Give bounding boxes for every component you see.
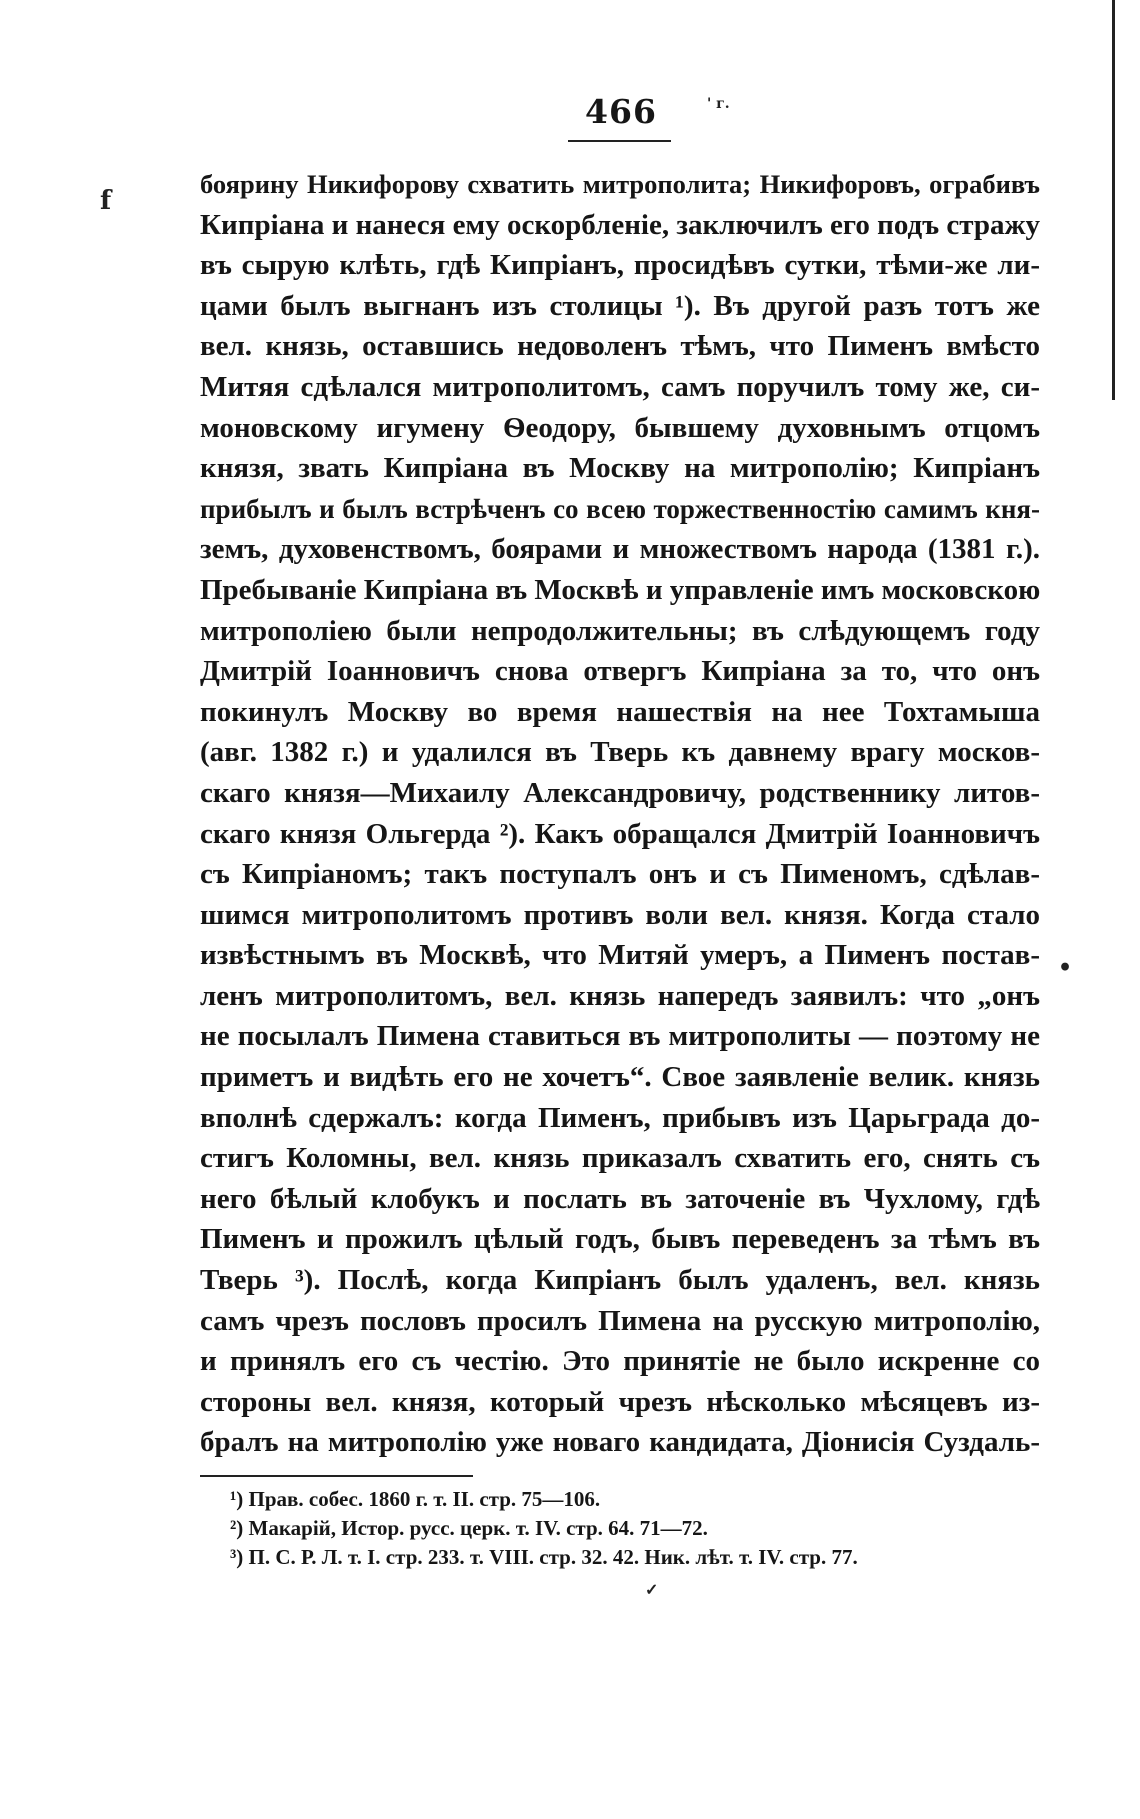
text-line: Пребываніе Кипріана въ Москвѣ и управленіе имъ московскою (200, 573, 1040, 606)
text-line: Пименъ и прожилъ цѣлый годъ, бывъ переведенъ за тѣмъ въ (200, 1223, 1040, 1256)
footnote-rule (200, 1475, 473, 1477)
text-line: скаго князя Ольгерда ²). Какъ обращался Дмитрій Іоанновичъ (200, 817, 1040, 850)
text-line: скаго князя—Михаилу Александровичу, родственнику литов- (200, 776, 1040, 809)
text-line: моновскому игумену Ѳеодору, бывшему духовнымъ отцомъ (200, 411, 1040, 444)
text-line: извѣстнымъ въ Москвѣ, что Митяй умеръ, а Пименъ постав- (200, 939, 1040, 972)
text-line: и принялъ его съ честію. Это принятіе не было искренне со (200, 1345, 1040, 1378)
footnote: ¹) Прав. собес. 1860 г. т. II. стр. 75—106. (230, 1487, 601, 1511)
text-line: шимся митрополитомъ противъ воли вел. князя. Когда стало (200, 898, 1040, 931)
margin-mark-left: f (100, 186, 112, 216)
text-line: князя, звать Кипріана въ Москву на митрополію; Кипріанъ (200, 452, 1040, 485)
page-number-rule (568, 140, 671, 142)
text-line: не посылалъ Пимена ставиться въ митрополиты — поэтому не (200, 1020, 1040, 1053)
text-line: митрополіею были непродолжительны; въ слѣдующемъ году (200, 614, 1040, 647)
text-line: вел. князь, оставшись недоволенъ тѣмъ, что Пименъ вмѣсто (200, 330, 1040, 363)
text-line: Дмитрій Іоанновичъ снова отвергъ Кипріана за то, что онъ (200, 655, 1040, 688)
text-line: него бѣлый клобукъ и послать въ заточеніе въ Чухлому, гдѣ (200, 1182, 1040, 1215)
text-line: Кипріана и нанеся ему оскорбленіе, заключилъ его подъ стражу (200, 208, 1040, 241)
footnotes (230, 1485, 1040, 1572)
text-line: Тверь ³). Послѣ, когда Кипріанъ былъ удаленъ, вел. князь (200, 1264, 1040, 1297)
text-line: боярину Никифорову схватить митрополита; Никифоровъ, ограбивъ (200, 169, 1040, 199)
text-line: ленъ митрополитомъ, вел. князь напередъ заявилъ: что „онъ (200, 979, 1040, 1012)
footnote: ³) П. С. Р. Л. т. I. стр. 233. т. VIII. стр. 32. 42. Ник. лѣт. т. IV. стр. 77. (230, 1545, 858, 1569)
text-line: стигъ Коломны, вел. князь приказалъ схватить его, снять съ (200, 1142, 1040, 1175)
page-edge-line (1112, 0, 1115, 400)
text-line: цами былъ выгнанъ изъ столицы ¹). Въ другой разъ тотъ же (200, 289, 1040, 322)
text-line: земъ, духовенствомъ, боярами и множествомъ народа (1381 г.). (200, 533, 1040, 566)
text-line: покинулъ Москву во время нашествія на нее Тохтамыша (200, 695, 1040, 728)
margin-mark-top: ' г. (707, 96, 730, 112)
text-line: прибылъ и былъ встрѣченъ со всею торжественностію самимъ кня- (200, 493, 1040, 524)
text-line: самъ чрезъ пословъ просилъ Пимена на русскую митрополію, (200, 1304, 1040, 1337)
margin-mark-bottom: ✓ (645, 1580, 659, 1599)
text-line: вполнѣ сдержалъ: когда Пименъ, прибывъ изъ Царьграда до- (200, 1101, 1040, 1134)
margin-mark-right: • (1058, 955, 1073, 981)
text-line: Митяя сдѣлался митрополитомъ, самъ поручилъ тому же, си- (200, 370, 1040, 403)
text-line: съ Кипріаномъ; такъ поступалъ онъ и съ Пименомъ, сдѣлав- (200, 858, 1040, 891)
page-number: 466 (585, 92, 657, 131)
text-line: въ сырую клѣть, гдѣ Кипріанъ, просидѣвъ сутки, тѣми-же ли- (200, 249, 1040, 282)
body-text (200, 164, 1040, 1463)
text-line: приметъ и видѣть его не хочетъ“. Свое заявленіе велик. князь (200, 1061, 1040, 1094)
text-line: бралъ на митрополію уже новаго кандидата, Діонисія Суздаль- (200, 1426, 1040, 1459)
footnote: ²) Макарій, Истор. русс. церк. т. IV. стр. 64. 71—72. (230, 1516, 708, 1540)
text-line: (авг. 1382 г.) и удалился въ Тверь къ давнему врагу москов- (200, 736, 1040, 769)
text-line: стороны вел. князя, который чрезъ нѣсколько мѣсяцевъ из- (200, 1385, 1040, 1418)
